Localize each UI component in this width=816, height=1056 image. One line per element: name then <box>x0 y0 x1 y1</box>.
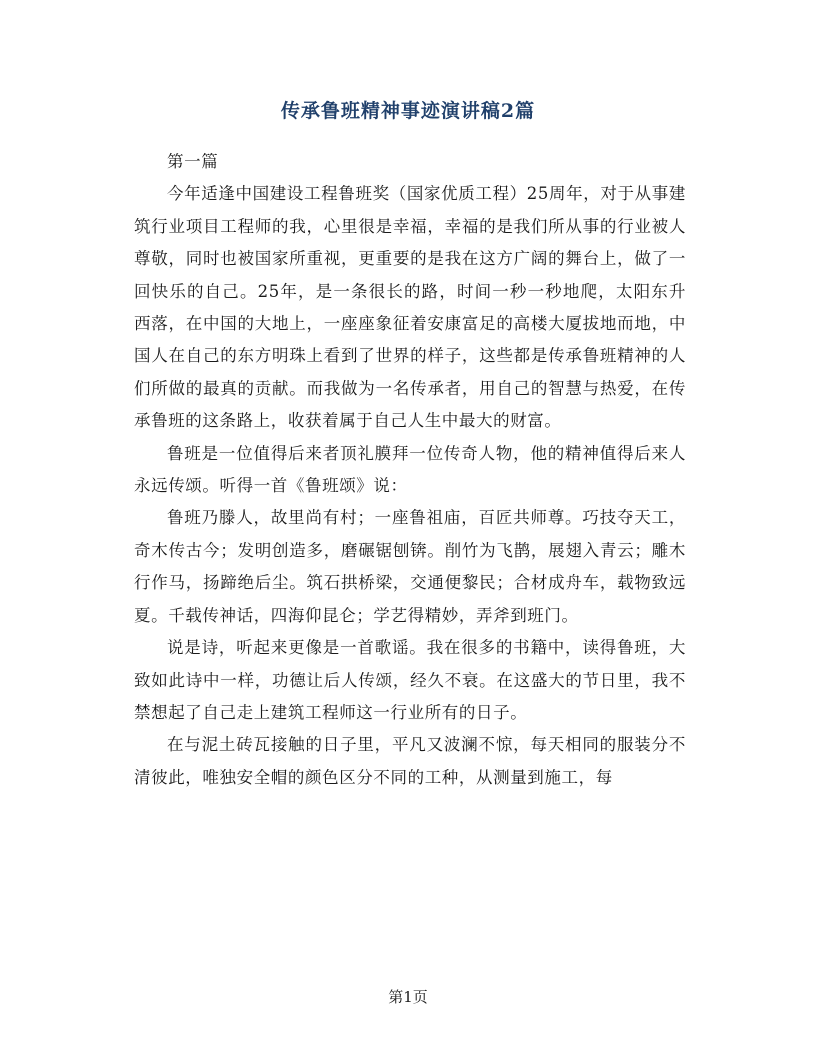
poem-paragraph: 鲁班乃滕人，故里尚有村；一座鲁祖庙，百匠共师尊。巧技夺天工，奇木传古今；发明创造多，磨碾锯刨锛。削竹为飞鹊，展翅入青云；雕木行作马，扬蹄绝后尘。筑石拱桥梁，交通便黎民；合材成舟车，载物致远夏。千载传神话，四海仰昆仑；学艺得精妙，弄斧到班门。 <box>134 508 686 625</box>
document-title: 传承鲁班精神事迹演讲稿2篇 <box>280 100 536 122</box>
paragraph: 今年适逢中国建设工程鲁班奖（国家优质工程）25周年，对于从事建筑行业项目工程师的我，心里很是幸福，幸福的是我们所从事的行业被人尊敬，同时也被国家所重视，更重要的是我在这方广阔的舞台上，做了一回快乐的自己。25年，是一条很长的路，时间一秒一秒地爬，太阳东升西落，在中国的大地上，一座座象征着安康富足的高楼大厦拔地而地，中国人在自己的东方明珠上看到了世界的样子，这些都是传承鲁班精神的人们所做的最真的贡献。而我做为一名传承者，用自己的智慧与热爱，在传承鲁班的这条路上，收获着属于自己人生中最大的财富。 <box>134 184 686 431</box>
paragraph: 鲁班是一位值得后来者顶礼膜拜一位传奇人物，他的精神值得后来人永远传颂。听得一首《鲁班颂》说： <box>134 443 686 496</box>
document-body <box>134 146 686 794</box>
page-number: 第1页 <box>388 988 428 1006</box>
paragraph: 说是诗，听起来更像是一首歌谣。我在很多的书籍中，读得鲁班，大致如此诗中一样，功德让后人传颂，经久不衰。在这盛大的节日里，我不禁想起了自己走上建筑工程师这一行业所有的日子。 <box>134 638 686 722</box>
section-heading: 第一篇 <box>167 152 219 171</box>
paragraph: 在与泥土砖瓦接触的日子里，平凡又波澜不惊，每天相同的服装分不清彼此，唯独安全帽的颜色区分不同的工种，从测量到施工，每 <box>134 735 686 787</box>
